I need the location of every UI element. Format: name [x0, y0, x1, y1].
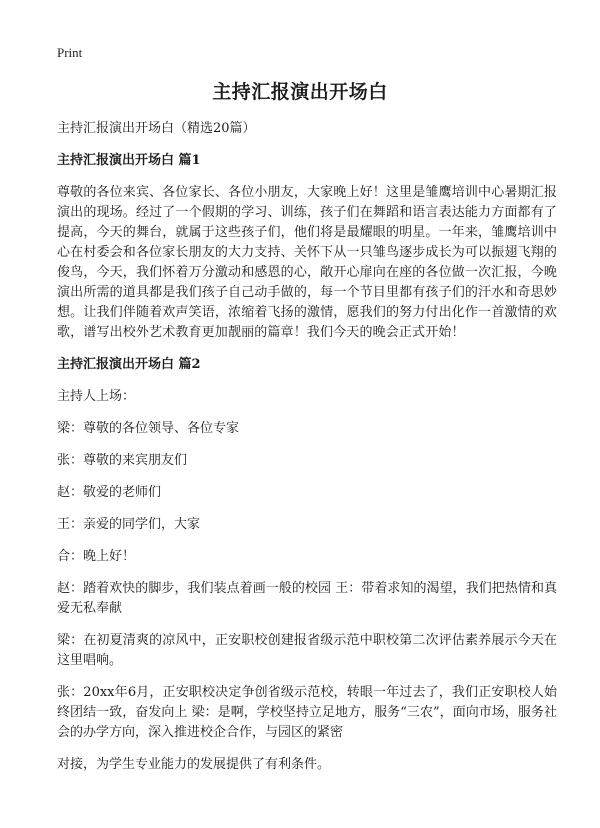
section-heading-1: 主持汇报演出开场白 篇1: [57, 153, 201, 168]
dialogue-line: 王：亲爱的同学们，大家: [57, 517, 201, 532]
document-subtitle: 主持汇报演出开场白（精选20篇）: [57, 121, 256, 136]
print-link[interactable]: Print: [57, 45, 83, 60]
page-title: 主持汇报演出开场白: [212, 81, 388, 103]
section-1-paragraph: 尊敬的各位来宾、各位家长、各位小朋友，大家晚上好！这里是雏鹰培训中心暑期汇报演出的现场。经过了一个假期的学习、训练，孩子们在舞蹈和语言表达能力方面都有了提高，今天的舞台，就属于这些孩子们，他们将是最耀眼的明星。一年来，雏鹰培训中心在村委会和各位家长朋友的大力支持、关怀下从一只雏鸟逐步成长为可以振翅飞翔的俊鸟，今天，我们怀着万分激动和感恩的心，敞开心扉向在座的各位做一次汇报，今晚演出所需的道具都是我们孩子自己动手做的，每一个节目里都有孩子们的汗水和奇思妙想。让我们伴随着欢声笑语，浓缩着飞扬的激情，愿我们的努力付出化作一首激情的欢歌，谱写出校外艺术教育更加靓丽的篇章！我们今天的晚会正式开始！: [57, 185, 557, 340]
dialogue-line: 张：尊敬的来宾朋友们: [57, 453, 188, 468]
section-heading-2: 主持汇报演出开场白 篇2: [57, 357, 201, 372]
document-body: [57, 119, 557, 787]
dialogue-line: 合：晚上好！: [57, 549, 136, 564]
dialogue-line: 主持人上场：: [57, 389, 136, 404]
dialogue-line: 梁：尊敬的各位领导、各位专家: [57, 421, 240, 436]
dialogue-line: 梁：在初夏清爽的凉风中，正安职校创建报省级示范中职校第二次评估素养展示今天在这里唱响。: [57, 633, 557, 668]
dialogue-line: 赵：踏着欢快的脚步，我们装点着画一般的校园 王：带着求知的渴望，我们把热情和真爱无私奉献: [57, 581, 557, 616]
dialogue-line: 赵：敬爱的老师们: [57, 485, 162, 500]
dialogue-line: 张：20xx年6月，正安职校决定争创省级示范校，转眼一年过去了，我们正安职校人始终团结一致，奋发向上 梁：是啊，学校坚持立足地方，服务“三农”，面向市场，服务社会的办学方向，深入推进校企合作，与园区的紧密: [57, 685, 557, 740]
dialogue-line: 对接，为学生专业能力的发展提供了有利条件。: [57, 757, 331, 772]
